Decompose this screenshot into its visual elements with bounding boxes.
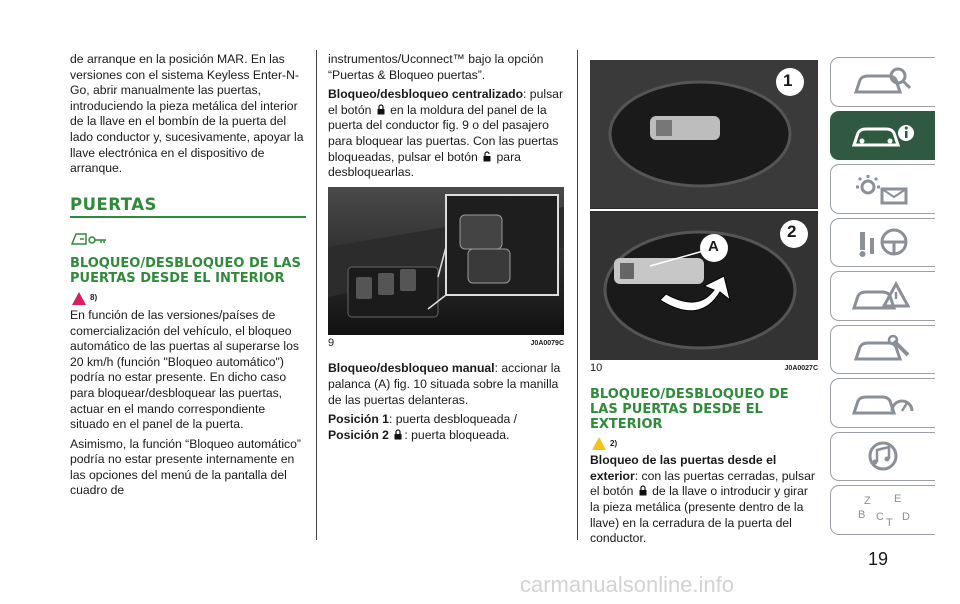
central-lock-text-c: para desbloquearlas. [328, 149, 521, 180]
index-letter: E [894, 492, 902, 505]
callout-2: 2 [787, 222, 797, 241]
exterior-lock-text-a: : con las puertas cerradas, pulsar el botón [590, 468, 815, 499]
central-lock-text-b: en la moldura del panel de la puerta del conductor fig. 9 o del pasajero para bloquear las puertas. Con las puertas bloqueadas, pulsar el botón [328, 102, 559, 164]
unlock-icon [483, 151, 491, 162]
tab-road-warning[interactable] [830, 271, 935, 321]
lock-icon [639, 485, 647, 496]
tab-warning-lights[interactable] [830, 164, 935, 214]
alphabet-index-icon [848, 490, 918, 530]
door-key-icon [70, 230, 306, 250]
figure-9-number: 9 [328, 336, 335, 349]
warning-icon [72, 292, 86, 305]
index-letter: B [858, 508, 866, 521]
section-rule [70, 216, 306, 218]
column-1 [70, 52, 306, 503]
music-navigation-icon [848, 438, 918, 474]
exterior-lock-text-b: de la llave o introducir y girar la pieza metálica (presente dentro de la llave) en la cerradura de la puerta del conductor. [590, 484, 808, 546]
column-divider-1 [316, 50, 317, 540]
car-info-icon [848, 117, 918, 153]
tab-car-info[interactable] [830, 111, 935, 161]
column-2 [328, 52, 564, 447]
manual-lock-text: : accionar la palanca (A) fig. 10 situada sobre la manilla de las puertas delanteras. [328, 361, 561, 407]
figure-10-photo [590, 60, 818, 360]
manual-lock-paragraph [328, 361, 564, 408]
warning-light-envelope-icon [848, 171, 918, 207]
tab-car-magnifier[interactable] [830, 57, 935, 107]
subsection-title: BLOQUEO/DESBLOQUEO DE LAS PUERTAS DESDE EL INTERIOR [70, 256, 301, 287]
central-lock-label: Bloqueo/desbloqueo centralizado [328, 87, 524, 102]
caution-ref: 2) [610, 438, 618, 448]
index-letter: C [876, 510, 884, 523]
tab-car-service[interactable] [830, 325, 935, 375]
tab-tools-steering[interactable] [830, 218, 935, 268]
callout-1: 1 [783, 71, 793, 90]
tab-technical-data[interactable] [830, 378, 935, 428]
figure-9-code: J0A0079C [530, 339, 564, 347]
position-2-label: Posición 2 [328, 427, 389, 442]
central-lock-text-a: : pulsar el botón [328, 87, 563, 117]
column-3 [590, 60, 818, 551]
intro-paragraph: de arranque en la posición MAR. En las versiones con el sistema Keyless Enter-N-Go, abrir manualmente las puertas, introduciendo la pieza metálica del interior de la llave en el bombín de la puerta del lado conductor y, sucesivamente, apoyar la llave electrónica en el dispositivo de arranque. [70, 52, 304, 176]
caution-icon [592, 437, 606, 450]
figure-10-code: J0A0027C [784, 365, 818, 372]
exterior-lock-paragraph [590, 453, 818, 547]
watermark: carmanualsonline.info [520, 572, 735, 597]
uconnect-paragraph: instrumentos/Uconnect™ bajo la opción “Puertas & Bloqueo puertas”. [328, 52, 544, 82]
auto-lock-paragraph: En función de las versiones/países de comercialización del vehículo, el bloqueo automático de las puertas al superarse los 20 km/h (función "Bloqueo automático") podría no estar presente. En dicho caso para bloquear/desbloquear las puertas, actuar en el mando correspondiente situado en el panel de la puerta. [70, 307, 299, 432]
section-title: PUERTAS [70, 194, 157, 214]
position-1-label: Posición 1 [328, 412, 389, 427]
lock-icon [394, 429, 402, 440]
tools-steering-wheel-icon [848, 224, 918, 260]
exterior-lock-label: Bloqueo de las puertas desde el exterior [590, 453, 777, 483]
position-1-text: : puerta desbloqueada / [388, 412, 518, 427]
car-warning-road-icon [848, 278, 918, 314]
index-letter: Z [864, 494, 871, 507]
tab-multimedia[interactable] [830, 432, 935, 482]
column-divider-2 [577, 50, 578, 540]
positions-paragraph [328, 412, 564, 443]
central-lock-paragraph [328, 87, 564, 181]
exterior-subsection-title: BLOQUEO/DESBLOQUEO DE LAS PUERTAS DESDE EL EXTERIOR [590, 386, 789, 432]
lock-icon [377, 104, 385, 115]
warning-ref: 8) [90, 293, 98, 303]
menu-paragraph: Asimismo, la función “Bloqueo automático” podría no estar presente internamente en las opciones del menú de la pantalla del cuadro de [70, 436, 301, 498]
chapter-sidebar [830, 57, 935, 539]
page-number: 19 [868, 549, 889, 569]
car-gauge-icon [848, 385, 918, 421]
figure-9-photo [328, 187, 564, 335]
car-magnifier-icon [848, 64, 918, 100]
index-letter: D [902, 510, 910, 523]
index-letter: T [886, 516, 893, 529]
car-wrench-icon [848, 331, 918, 367]
figure-10-number: 10 [590, 362, 603, 374]
tab-index[interactable] [830, 485, 935, 535]
callout-a: A [708, 238, 719, 255]
manual-lock-label: Bloqueo/desbloqueo manual [328, 361, 495, 376]
position-2-text: : puerta bloqueada. [404, 427, 510, 442]
